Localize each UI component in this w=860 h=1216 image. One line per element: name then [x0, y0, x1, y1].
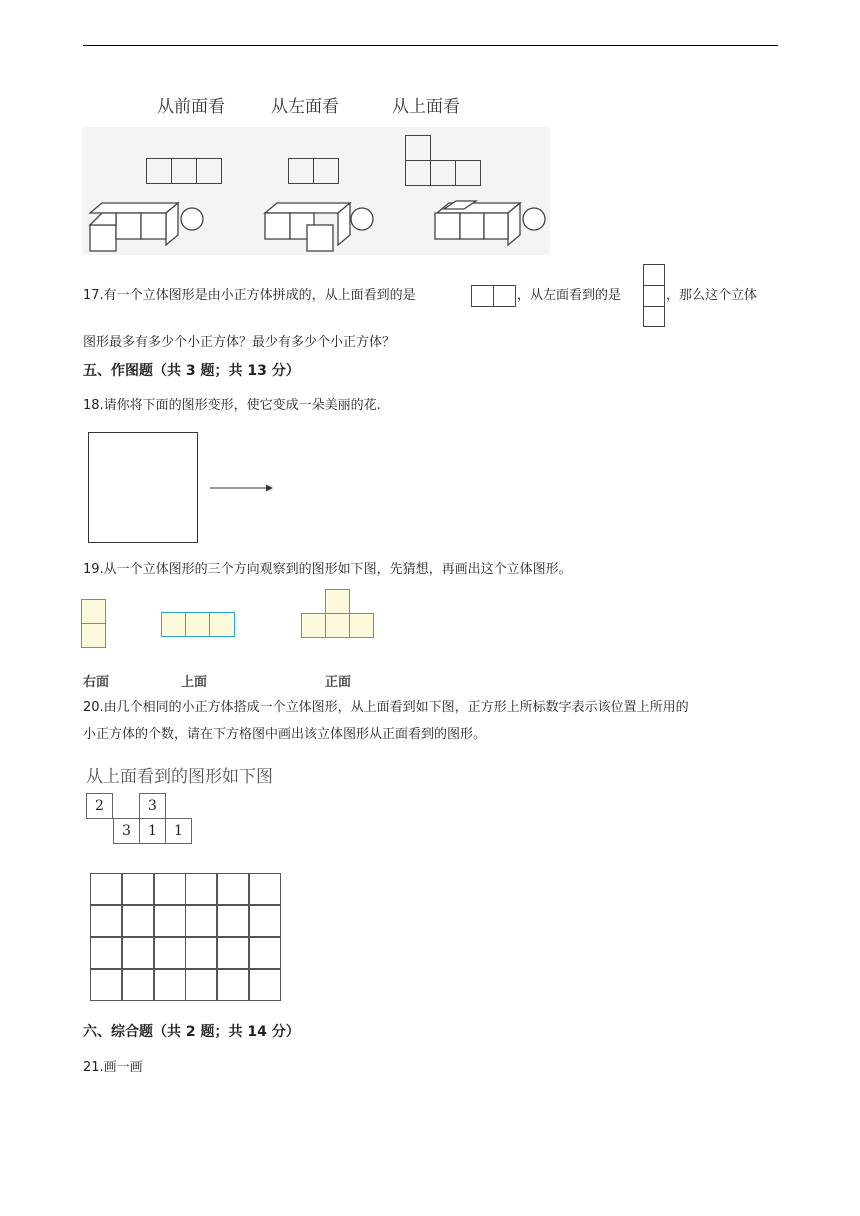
q17-inline-square [643, 306, 665, 327]
section-5-title: 五、作图题（共 3 题；共 13 分） [83, 363, 300, 379]
caption-right: 右面 [83, 675, 110, 690]
q18-square [88, 432, 198, 543]
number-cell: 1 [139, 818, 166, 844]
q17-inline-square [643, 285, 665, 307]
caption-front: 正面 [325, 675, 352, 690]
section-6-title: 六、综合题（共 2 题；共 14 分） [83, 1024, 300, 1040]
caption-top: 上面 [181, 675, 208, 690]
grid-cell[interactable] [185, 905, 217, 937]
q18-text: 18.请你将下面的图形变形，使它变成一朵美丽的花. [83, 398, 381, 413]
grid-cell[interactable] [90, 905, 122, 937]
grid-cell[interactable] [249, 905, 281, 937]
front-view-square [325, 589, 350, 614]
grid-cell[interactable] [249, 969, 281, 1001]
drawing-grid[interactable] [90, 873, 281, 1001]
grid-cell[interactable] [154, 873, 186, 905]
q17-text-part3: ，那么这个立体 [666, 288, 758, 303]
q17-text-line2: 图形最多有多少个小正方体？最少有多少个小正方体？ [83, 335, 396, 350]
top-view-square [185, 612, 210, 637]
left-view-square [313, 158, 339, 184]
grid-cell[interactable] [185, 969, 217, 1001]
q17-inline-square [493, 285, 516, 307]
grid-cell[interactable] [122, 969, 154, 1001]
front-view-square [196, 158, 222, 184]
grid-cell[interactable] [154, 969, 186, 1001]
top-view-square [209, 612, 235, 637]
grid-cell[interactable] [122, 937, 154, 969]
arrow-icon [208, 482, 274, 494]
q17-text-part2: ，从左面看到的是 [517, 288, 622, 303]
grid-cell[interactable] [249, 873, 281, 905]
q20-text-line2: 小正方体的个数，请在下方格图中画出该立体图形从正面看到的图形。 [83, 727, 487, 742]
grid-cell[interactable] [122, 873, 154, 905]
grid-cell[interactable] [217, 905, 249, 937]
q19-text: 19.从一个立体图形的三个方向观察到的图形如下图，先猜想，再画出这个立体图形。 [83, 562, 572, 577]
front-view-square [146, 158, 172, 184]
grid-cell[interactable] [249, 937, 281, 969]
q21-text: 21.画一画 [83, 1060, 143, 1075]
grid-cell[interactable] [185, 937, 217, 969]
right-view-square [81, 599, 106, 624]
top-view-square [430, 160, 456, 186]
right-view-square [81, 623, 106, 648]
front-view-square [349, 613, 374, 638]
cube-model-3 [435, 201, 545, 245]
q17-text-part1: 17.有一个立体图形是由小正方体拼成的，从上面看到的是 [83, 288, 416, 303]
grid-cell[interactable] [217, 937, 249, 969]
top-view-square [455, 160, 481, 186]
grid-cell[interactable] [185, 873, 217, 905]
number-cell: 2 [86, 793, 113, 819]
cube-models [82, 195, 550, 253]
header-rule [83, 45, 778, 46]
cube-model-2 [265, 203, 373, 251]
q17-inline-square [471, 285, 494, 307]
grid-cell[interactable] [154, 905, 186, 937]
grid-cell[interactable] [217, 873, 249, 905]
left-view-square [288, 158, 314, 184]
number-cell: 3 [139, 793, 166, 819]
label-top-view: 从上面看 [392, 97, 460, 117]
q17-inline-square [643, 264, 665, 286]
q20-text-line1: 20.由几个相同的小正方体搭成一个立体图形，从上面看到如下图，正方形上所标数字表示该位置上所用的 [83, 700, 689, 715]
grid-cell[interactable] [122, 905, 154, 937]
q20-figure-title: 从上面看到的图形如下图 [86, 767, 273, 787]
front-view-square [301, 613, 326, 638]
label-left-view: 从左面看 [271, 97, 339, 117]
grid-cell[interactable] [90, 937, 122, 969]
top-view-square [405, 135, 431, 161]
cube-model-1 [90, 203, 203, 251]
front-view-square [325, 613, 350, 638]
grid-cell[interactable] [154, 937, 186, 969]
label-front-view: 从前面看 [157, 97, 225, 117]
grid-cell[interactable] [217, 969, 249, 1001]
top-view-square [161, 612, 186, 637]
grid-cell[interactable] [90, 969, 122, 1001]
number-cell: 3 [113, 818, 140, 844]
top-view-square [405, 160, 431, 186]
grid-cell[interactable] [90, 873, 122, 905]
number-cell: 1 [165, 818, 192, 844]
front-view-square [171, 158, 197, 184]
